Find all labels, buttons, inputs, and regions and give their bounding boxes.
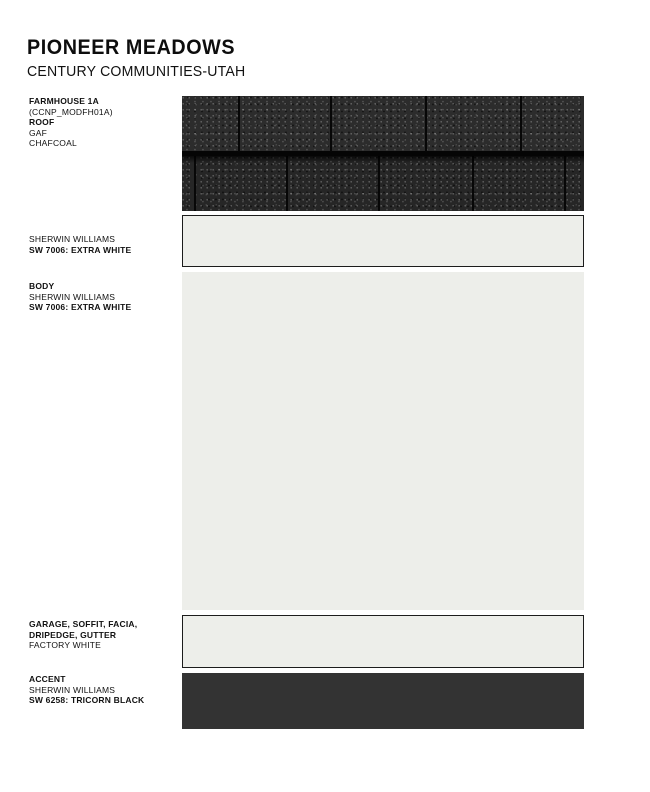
spec-block-roof — [29, 96, 179, 149]
spec-line: SW 6258: TRICORN BLACK — [29, 695, 145, 705]
spec-line: ROOF — [29, 117, 55, 127]
shingle-tab-notch — [194, 156, 196, 211]
spec-line: (CCNP_MODFH01A) — [29, 106, 113, 117]
shingle-course-bottom — [182, 156, 584, 211]
spec-line: GAF — [29, 127, 48, 138]
spec-line: SW 7006: EXTRA WHITE — [29, 244, 132, 255]
swatch-body-extra-white — [182, 272, 584, 610]
swatch-accent-tricorn-black — [182, 673, 584, 729]
spec-block-accent — [29, 674, 179, 706]
shingle-tab-notch — [564, 156, 566, 211]
shingle-course-top — [182, 96, 584, 152]
spec-line: BODY — [29, 281, 55, 291]
swatch-garage-factory-white — [182, 615, 584, 668]
spec-line: ACCENT — [29, 674, 66, 684]
page-title: PIONEER MEADOWS — [27, 36, 236, 59]
swatch-trim-extra-white — [182, 215, 584, 267]
shingle-tab-notch — [378, 156, 380, 211]
page-header — [27, 36, 447, 81]
shingle-tab-notch — [238, 96, 240, 152]
shingle-tab-notch — [520, 96, 522, 152]
spec-block-body — [29, 281, 179, 313]
shingle-tab-notch — [472, 156, 474, 211]
spec-line: FACTORY WHITE — [29, 640, 102, 650]
spec-line: SHERWIN WILLIAMS — [29, 234, 116, 244]
spec-line: GARAGE, SOFFIT, FACIA, — [29, 619, 138, 629]
spec-line: SHERWIN WILLIAMS — [29, 291, 116, 302]
spec-block-garage — [29, 619, 179, 651]
shingle-tab-notch — [330, 96, 332, 152]
spec-line: SW 7006: EXTRA WHITE — [29, 302, 132, 312]
shingle-drop-shadow — [182, 156, 584, 163]
shingle-tab-notch — [425, 96, 427, 152]
spec-line: FARMHOUSE 1A — [29, 96, 99, 106]
spec-line: CHAFCOAL — [29, 138, 77, 148]
spec-block-trim — [29, 234, 179, 255]
spec-line: SHERWIN WILLIAMS — [29, 684, 116, 695]
page-subtitle: CENTURY COMMUNITIES-UTAH — [27, 63, 246, 80]
swatch-roof-shingle-photo — [182, 96, 584, 211]
shingle-tab-notch — [286, 156, 288, 211]
spec-line: DRIPEDGE, GUTTER — [29, 629, 117, 640]
